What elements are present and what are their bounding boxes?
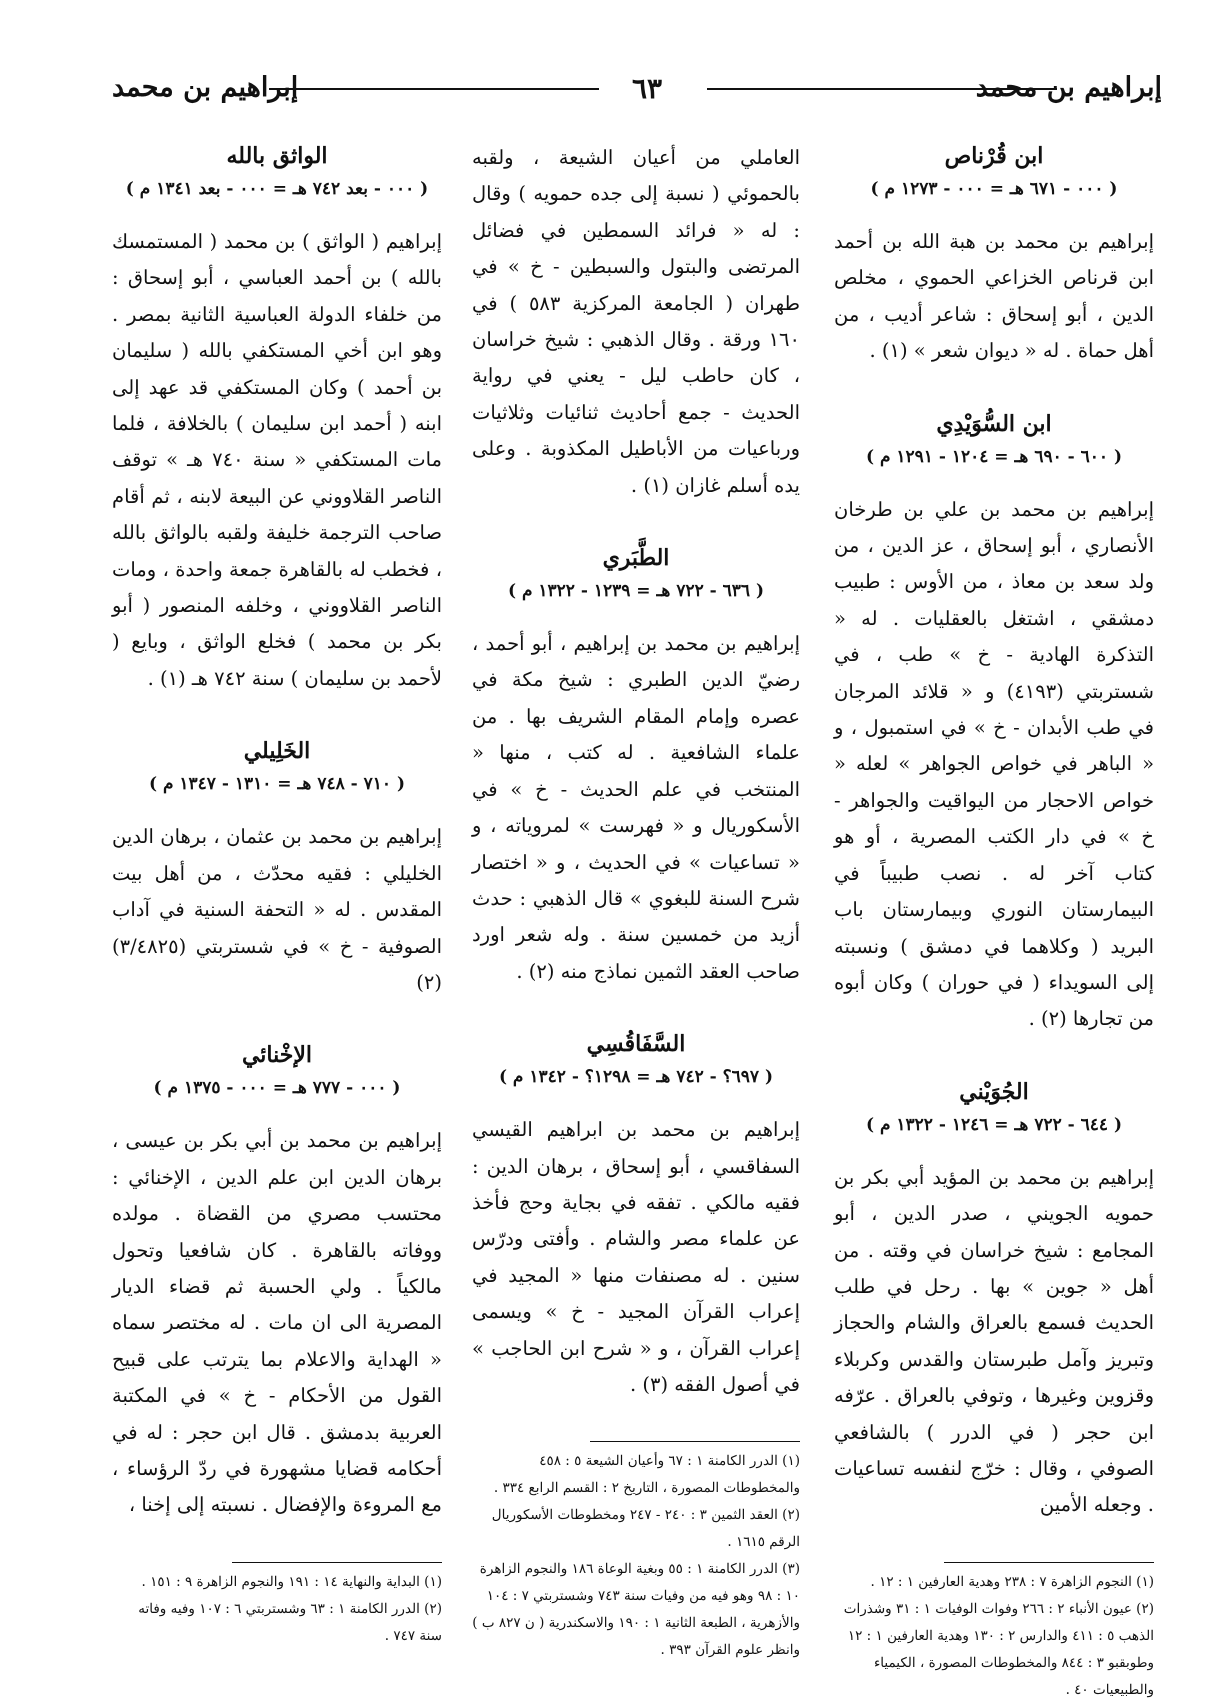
header-left-title: إبراهيم بن محمد	[112, 72, 299, 103]
entry-dates: ( ٠٠٠ - بعد ٧٤٢ هـ = ٠٠٠ - بعد ١٣٤١ م )	[125, 179, 429, 199]
column-middle	[472, 140, 800, 1659]
entry-title: الواثق بالله	[226, 143, 328, 169]
entry-title: ابن السُّوَيْدِي	[936, 410, 1052, 437]
entry-dates: ( ٧١٠ - ٧٤٨ هـ = ١٣١٠ - ١٣٤٧ م )	[148, 774, 405, 795]
footnote-separator	[590, 1441, 800, 1442]
footnote: (١) البداية والنهاية ١٤ : ١٩١ والنجوم الزاهرة ٩ : ١٥١ .	[141, 1573, 442, 1590]
footnote: (٣) الدرر الكامنة ١ : ٥٥ وبغية الوعاة ١٨٦ والنجوم الزاهرة ١٠ : ٩٨ وهو فيه من وفيات سنة ٧٤٣ وشستربتي ٧ : ١٠٤ والأزهرية ، الطبعة الثانية ١ : ١٩٠ والاسكندرية ( ن ٨٢٧ ب ) وانظر علوم القرآن ٣٩٣ .	[472, 1561, 800, 1659]
entry-dates: ( ٦٤٤ - ٧٢٢ هـ = ١٢٤٦ - ١٣٢٢ م )	[865, 1114, 1122, 1135]
entry-body: إبراهيم بن محمد بن إبراهيم ، أبو أحمد ، رضيّ الدين الطبري : شيخ مكة في عصره وإمام المقام الشريف بها . من علماء الشافعية . له كتب ، منها « المنتخب في علم الحديث - خ » في الأسكوريال و « فهرست » لمروياته ، و « تساعيات » في الحديث ، و « اختصار شرح السنة للبغوي » قال الذهبي : حدث أزيد من خمسين سنة . وله شعر اورد صاحب العقد الثمين نماذج منه (٢) .	[472, 632, 800, 983]
footnote-separator	[232, 1562, 442, 1563]
column-right	[834, 140, 1155, 1698]
entry-body: إبراهيم بن محمد بن هبة الله بن أحمد ابن قرناص الخزاعي الحموي ، مخلص الدين ، أبو إسحاق : شاعر أديب ، من أهل حماة . له « ديوان شعر » (١) .	[834, 230, 1154, 363]
entry-title: السَّفَاقُسِي	[586, 1031, 686, 1058]
header-right-title: إبراهيم بن محمد	[975, 72, 1162, 103]
footnote: (١) النجوم الزاهرة ٧ : ٢٣٨ وهدية العارفين ١ : ١٢ .	[870, 1573, 1154, 1590]
entry-al-khalili	[112, 735, 442, 1001]
entry-body: إبراهيم ( الواثق ) بن محمد ( المستمسك بالله ) بن أحمد العباسي ، أبو إسحاق : من خلفاء الدولة العباسية الثانية بمصر . وهو ابن أخي المستكفي بالله ( سليمان بن أحمد ) وكان المستكفي قد عهد إلى ابنه ( أحمد ابن سليمان ) بالخلافة ، فلما مات المستكفي « سنة ٧٤٠ هـ » توقف الناصر القلاووني عن البيعة لابنه ، ثم أقام صاحب الترجمة خليفة ولقبه بالواثق بالله ، فخطب له بالقاهرة جمعة واحدة ، ومات الناصر القلاووني ، وخلفه المنصور ( أبو بكر بن محمد ) فخلع الواثق ، وبايع ( لأحمد بن سليمان ) سنة ٧٤٢ هـ (١) .	[112, 230, 443, 690]
entry-body: إبراهيم بن محمد بن ابراهيم القيسي السفاقسي ، أبو إسحاق ، برهان الدين : فقيه مالكي . تفقه في بجاية وحج فأخذ عن علماء مصر والشام . وأفتى ودرّس سنين . له مصنفات منها « المجيد في إعراب القرآن المجيد - خ » ويسمى إعراب القرآن ، و « شرح ابن الحاجب » في أصول الفقه (٣) .	[472, 1118, 800, 1396]
entry-body: إبراهيم بن محمد بن المؤيد أبي بكر بن حمويه الجويني ، صدر الدين ، أبو المجامع : شيخ خراسان في وقته . من أهل « جوين » بها . رحل في طلب الحديث فسمع بالعراق والشام والحجاز وتبريز وآمل طبرستان والقدس وكربلاء وقزوين وغيرها ، وتوفي بالعراق . عرّفه ابن حجر ( في الدرر ) بالشافعي الصوفي ، وقال : خرّج لنفسه تساعيات . وجعله الأمين	[834, 1165, 1154, 1517]
entry-al-tabari	[472, 542, 800, 990]
footnote: (١) الدرر الكامنة ١ : ٦٧ وأعيان الشيعة ٥ : ٤٥٨ والمخطوطات المصورة ، التاريخ ٢ : القسم الرابع ٣٣٤ .	[493, 1453, 800, 1497]
entry-title: ابن قُرْناص	[944, 143, 1044, 169]
entry-al-ikhnai	[112, 1039, 442, 1523]
entry-ibn-al-suwaydi	[834, 408, 1154, 1038]
entry-body: إبراهيم بن محمد بن عثمان ، برهان الدين الخليلي : فقيه محدّث ، من أهل بيت المقدس . له « التحفة السنية في آداب الصوفية - خ » في شستربتي (٣/٤٨٢٥) (٢)	[112, 825, 442, 994]
entry-al-wathiq-billah	[112, 140, 442, 697]
entry-ibn-qurnas	[834, 140, 1154, 370]
entry-body: إبراهيم بن محمد بن علي بن طرخان الأنصاري ، أبو إسحاق ، عز الدين ، من ولد سعد بن معاذ ، من الأوس : طبيب دمشقي ، اشتغل بالعقليات . له « التذكرة الهادية - خ » طب ، في شستربتي (٤١٩٣) و « قلائد المرجان في طب الأبدان - خ » في استمبول ، و « الباهر في خواص الجواهر » لعله « خواص الاحجار من اليواقيت والجواهر - خ » في دار الكتب المصرية ، أو هو كتاب آخر له . نصب طبيباً في البيمارستان النوري وبيمارستان باب البريد ( وكلاهما في دمشق ) ونسبته إلى السويداء ( في حوران ) وكان أبوه من تجارها (٢) .	[834, 497, 1155, 1031]
footnote-separator	[944, 1562, 1154, 1563]
entry-al-juwayni	[834, 1076, 1154, 1524]
entry-body: العاملي من أعيان الشيعة ، ولقبه بالحموئي ( نسبة إلى جده حمويه ) وقال : له « فرائد السمطين في فضائل المرتضى والبتول والسبطين - خ » في طهران ( الجامعة المركزية ٥٨٣ ) في ١٦٠ ورقة . وقال الذهبي : شيخ خراسان ، كان حاطب ليل - يعني في رواية الحديث - جمع أحاديث ثنائيات وثلاثيات ورباعيات من الأباطيل المكذوبة . وعلى يده أسلم غازان (١) .	[472, 146, 800, 497]
header-rule-left	[269, 88, 599, 90]
entry-dates: ( ٠٠٠ - ٧٧٧ هـ = ٠٠٠ - ١٣٧٥ م )	[153, 1078, 401, 1099]
entry-al-safaqusi	[472, 1028, 800, 1403]
entry-dates: ( ٠٠٠ - ٦٧١ هـ = ٠٠٠ - ١٢٧٣ م )	[870, 179, 1118, 199]
column-left	[112, 140, 443, 1644]
running-header	[112, 68, 1162, 108]
footnote: (٢) الدرر الكامنة ١ : ٦٣ وشستربتي ٦ : ١٠٧ وفيه وفاته سنة ٧٤٧ .	[138, 1600, 442, 1644]
footnote: (٢) عيون الأنباء ٢ : ٢٦٦ وفوات الوفيات ١ : ٣١ وشذرات الذهب ٥ : ٤١١ والدارس ٢ : ١٣٠ وهدية العارفين ١ : ١٢ وطوبقبو ٣ : ٨٤٤ والمخطوطات المصورة ، الكيمياء والطبيعيات ٤٠ .	[843, 1600, 1154, 1698]
page-number: ٦٣	[631, 72, 663, 105]
entry-continuation	[472, 140, 800, 504]
entry-title: الخَلِيلي	[243, 738, 311, 765]
footnote: (٢) العقد الثمين ٣ : ٢٤٠ - ٢٤٧ ومخطوطات الأسكوريال الرقم ١٦١٥ .	[491, 1507, 800, 1551]
entry-dates: ( ٦٩٧؟ - ٧٤٢ هـ = ١٢٩٨؟ - ١٣٤٢ م )	[498, 1067, 774, 1088]
entry-body: إبراهيم بن محمد بن أبي بكر بن عيسى ، برهان الدين ابن علم الدين ، الإخنائي : محتسب مصري من القضاة . مولده ووفاته بالقاهرة . كان شافعيا وتحول مالكياً . ولي الحسبة ثم قضاء الديار المصرية الى ان مات . له مختصر سماه « الهداية والاعلام بما يترتب على قبيح القول من الأحكام - خ » في المكتبة العربية بدمشق . قال ابن حجر : له في أحكامه قضايا مشهورة في ردّ الرؤساء ، مع المروءة والإفضال . نسبته إلى إخنا ،	[112, 1129, 442, 1517]
entry-dates: ( ٦٠٠ - ٦٩٠ هـ = ١٢٠٤ - ١٢٩١ م )	[865, 446, 1122, 467]
entry-title: الطَّبَري	[602, 545, 670, 572]
entry-title: الجُوَيْني	[959, 1078, 1029, 1105]
entry-dates: ( ٦٣٦ - ٧٢٢ هـ = ١٢٣٩ - ١٣٢٢ م )	[507, 581, 764, 602]
header-rule-right	[707, 88, 1057, 90]
entry-title: الإخْنائي	[241, 1042, 313, 1069]
